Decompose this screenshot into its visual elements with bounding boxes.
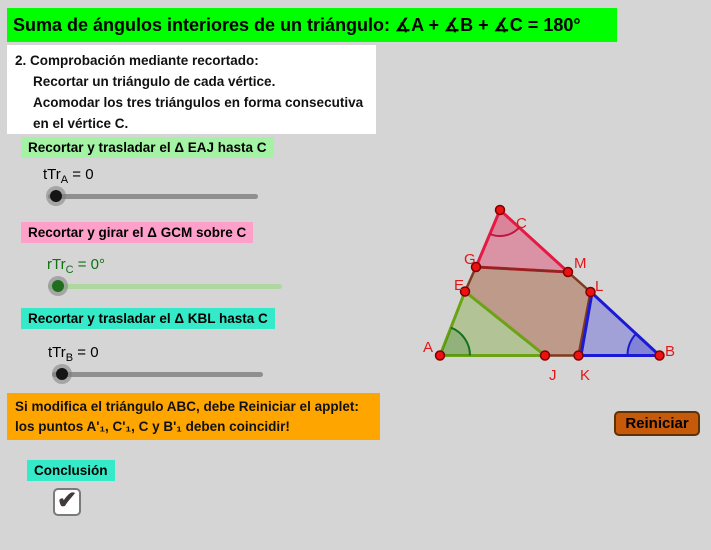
slider-a-label: tTr$_A$ = 0 xyxy=(43,166,94,186)
point-a[interactable] xyxy=(436,351,445,360)
slider-b-track[interactable] xyxy=(52,372,263,377)
reset-button[interactable]: Reiniciar xyxy=(614,411,700,436)
page-title: Suma de ángulos interiores de un triángulo: ∡A + ∡B + ∡C = 180° xyxy=(7,8,617,42)
point-label-c: C xyxy=(516,215,527,232)
triangle-figure xyxy=(410,195,680,380)
slider-a-knob[interactable] xyxy=(50,190,62,202)
instruction-line: 2. Comprobación mediante recortado: xyxy=(15,53,259,68)
point-b[interactable] xyxy=(655,351,664,360)
point-k[interactable] xyxy=(574,351,583,360)
slider-c-track[interactable] xyxy=(48,284,282,289)
instruction-line: Recortar un triángulo de cada vértice. xyxy=(33,74,276,89)
check-icon: ✔ xyxy=(56,487,78,514)
instruction-line: Acomodar los tres triángulos en forma consecutiva xyxy=(33,95,364,110)
conclusion-checkbox[interactable] xyxy=(53,488,81,516)
point-label-a: A xyxy=(423,339,434,356)
conclusion-label: Conclusión xyxy=(27,460,115,481)
label-rotate-gcm: Recortar y girar el Δ GCM sobre C xyxy=(21,222,253,243)
warning-line: los puntos A'₁, C'₁, C y B'₁ deben coincidir! xyxy=(15,419,290,434)
reset-warning-box xyxy=(7,393,380,440)
instruction-box xyxy=(7,45,376,134)
point-label-l: L xyxy=(595,278,604,295)
label-translate-kbl: Recortar y trasladar el Δ KBL hasta C xyxy=(21,308,275,329)
point-label-j: J xyxy=(549,367,557,380)
slider-c-knob[interactable] xyxy=(52,280,64,292)
point-label-m: M xyxy=(574,255,587,272)
slider-b-knob[interactable] xyxy=(56,368,68,380)
point-label-g: G xyxy=(464,251,476,268)
instruction-line: en el vértice C. xyxy=(33,116,129,131)
point-j[interactable] xyxy=(541,351,550,360)
slider-a-track[interactable] xyxy=(48,194,258,199)
point-label-e: E xyxy=(454,277,465,294)
point-label-b: B xyxy=(665,343,676,360)
point-c[interactable] xyxy=(496,206,505,215)
label-translate-eaj: Recortar y trasladar el Δ EAJ hasta C xyxy=(21,137,274,158)
warning-line: Si modifica el triángulo ABC, debe Reiniciar el applet: xyxy=(15,399,359,414)
point-label-k: K xyxy=(580,367,591,380)
point-m[interactable] xyxy=(564,268,573,277)
slider-b-label: tTr$_B$ = 0 xyxy=(48,344,99,364)
slider-c-label: rTr$_C$ = 0° xyxy=(47,256,105,276)
point-l[interactable] xyxy=(586,288,595,297)
